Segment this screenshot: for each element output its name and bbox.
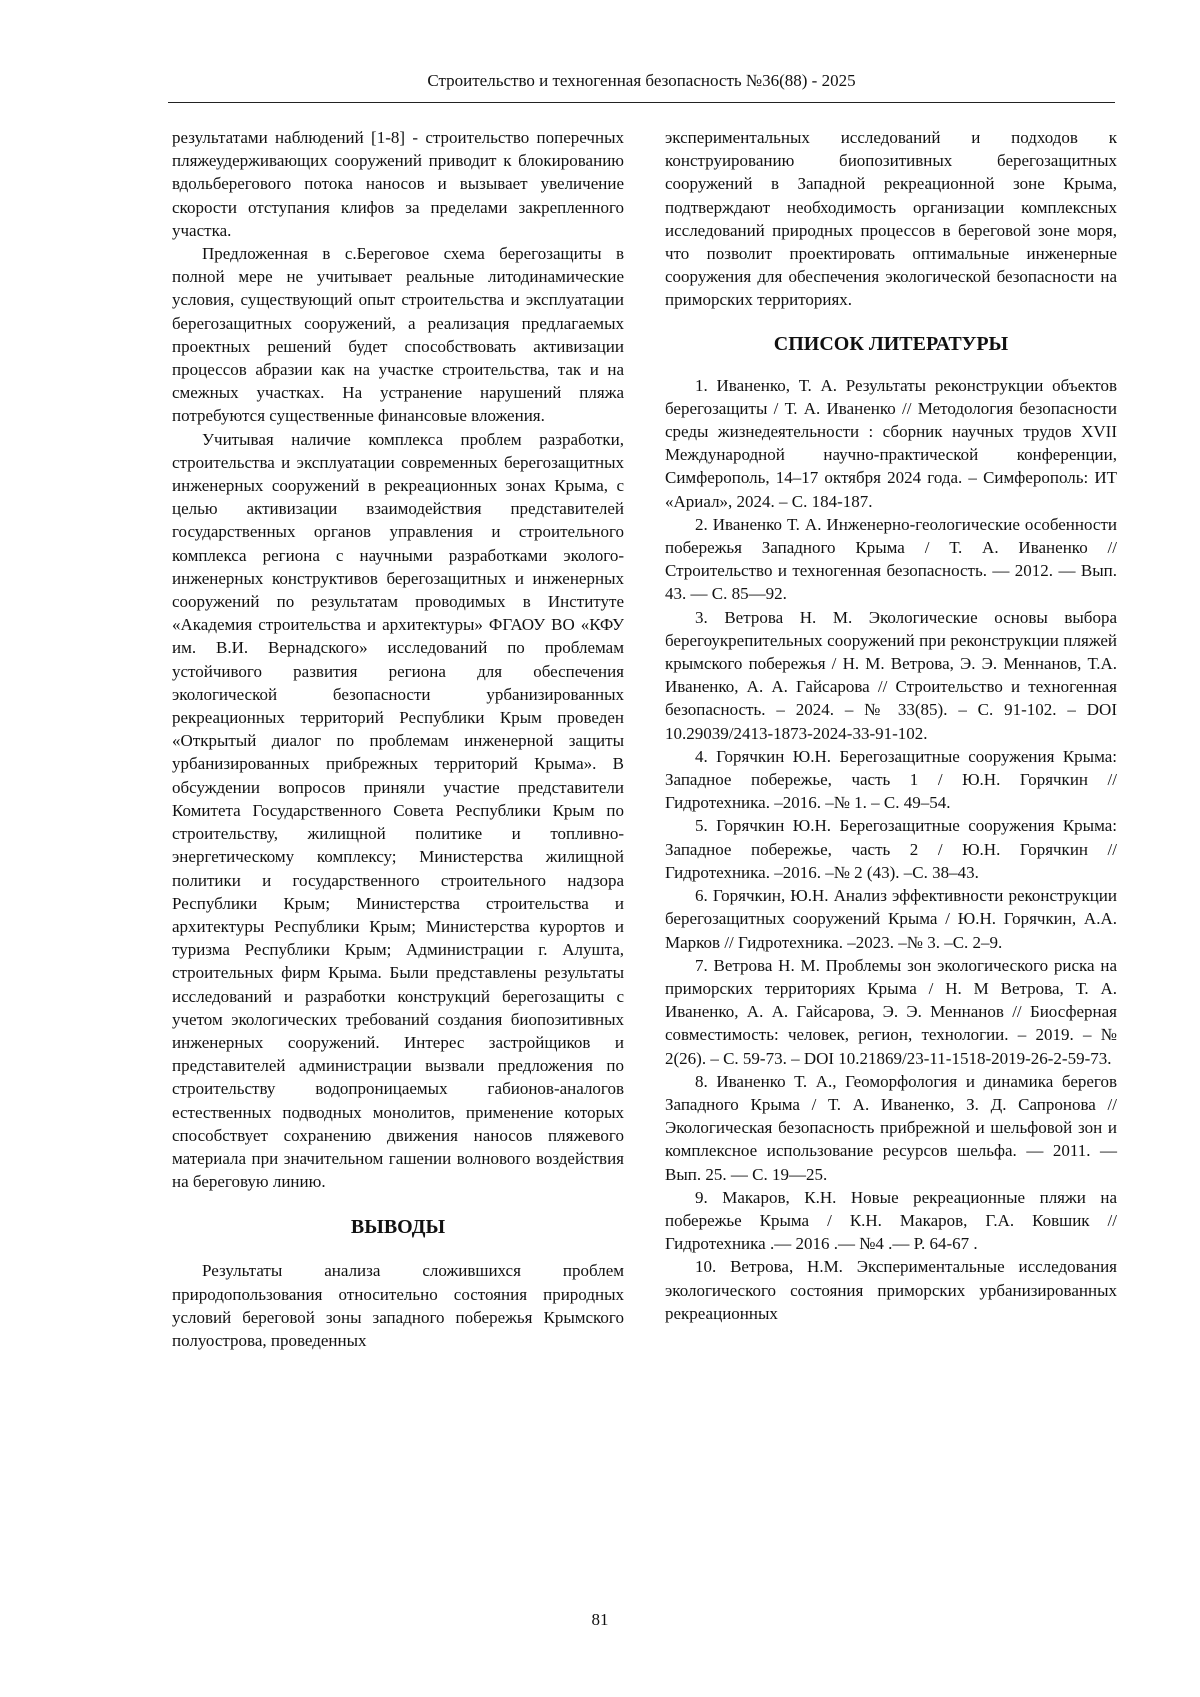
right-column	[665, 126, 1117, 1325]
references-heading: СПИСОК ЛИТЕРАТУРЫ	[773, 332, 1009, 355]
reference-item: 9. Макаров, К.Н. Новые рекреационные пляжи на побережье Крыма / К.Н. Макаров, Г.А. Ковшик // Гидротехника .— 2016 .— №4 .— Р. 64-67 .	[665, 1187, 1117, 1254]
page-number: 81	[591, 1610, 609, 1629]
reference-item: 8. Иваненко Т. А., Геоморфология и динамика берегов Западного Крыма / Т. А. Иваненко, З. Д. Сапронова // Экологическая безопасность прибрежной и шельфовой зон и комплексное использование ресурсов шельфа. — 2011. — Вып. 25. — С. 19—25.	[665, 1071, 1117, 1184]
left-paragraph-2: Предложенная в с.Береговое схема берегозащиты в полной мере не учитывает реальные литодинамические условия, существующий опыт строительства и эксплуатации берегозащитных сооружений, а реализация предлагаемых проектных решений будет способствовать активизации процессов абразии как на участке строительства, так и на смежных участках. На устранение нарушений пляжа потребуются существенные финансовые вложения.	[172, 244, 624, 426]
left-paragraph-1: результатами наблюдений [1-8] - строительство поперечных пляжеудерживающих сооружений приводит к блокированию вдольберегового потока наносов и вызывает увеличение скорости отступания клифов за пределами закрепленного участка.	[172, 128, 624, 240]
reference-item: 4. Горячкин Ю.Н. Берегозащитные сооружения Крыма: Западное побережье, часть 1 / Ю.Н. Горячкин // Гидротехника. –2016. –№ 1. – С. 49–54.	[665, 746, 1117, 813]
right-continuation-paragraph: экспериментальных исследований и подходов к конструированию биопозитивных берегозащитных сооружений в Западной рекреационной зоне Крыма, подтверждают необходимость организации комплексных исследований природных процессов в береговой зоне моря, что позволит проектировать оптимальные инженерные сооружения для обеспечения экологической безопасности на приморских территориях.	[665, 128, 1117, 310]
reference-item: 3. Ветрова Н. М. Экологические основы выбора берегоукрепительных сооружений при реконструкции пляжей крымского побережья / Н. М. Ветрова, Э. Э. Меннанов, Т.А. Иваненко, А. А. Гайсарова // Строительство и техногенная безопасность. – 2024. – № 33(85). – С. 91-102. – DOI 10.29039/2413-1873-2024-33-91-102.	[665, 607, 1117, 743]
reference-item: 1. Иваненко, Т. А. Результаты реконструкции объектов берегозащиты / Т. А. Иваненко // Методология безопасности среды жизнедеятельности : сборник научных трудов XVII Международной научно-практической конференции, Симферополь, 14–17 октября 2024 года. – Симферополь: ИТ «Ариал», 2024. – С. 184-187.	[665, 375, 1117, 511]
header-rule	[168, 102, 1115, 103]
left-paragraph-3: Учитывая наличие комплекса проблем разработки, строительства и эксплуатации современных берегозащитных инженерных сооружений в рекреационных зонах Крыма, с целью активизации взаимодействия представителей государственных органов управления и строительного комплекса региона с научными разработками эколого-инженерных конструктивов берегозащитных и инженерных сооружений по результатам проводимых в Институте «Академия строительства и архитектуры» ФГАОУ ВО «КФУ им. В.И. Вернадского» исследований по проблемам устойчивого развития региона для обеспечения экологической безопасности урбанизированных рекреационных территорий Республики Крым проведен «Открытый диалог по проблемам инженерной защиты урбанизированных прибрежных территорий Крыма». В обсуждении вопросов приняли участие представители Комитета Государственного Совета Республики Крым по строительству, жилищной политике и топливно-энергетическому комплексу; Министерства жилищной политики и государственного строительного надзора Республики Крым; Министерства строительства и архитектуры Республики Крым; Министерства курортов и туризма Республики Крым; Администрации г. Алушта, строительных фирм Крыма. Были представлены результаты исследований и разработки конструкций берегозащиты с учетом экологических требований создания биопозитивных инженерных сооружений. Интерес застройщиков и представителей администрации вызвали предложения по строительству водопроницаемых габионов-аналогов естественных подводных монолитов, применение которых способствует сохранению движения наносов пляжевого материала при значительном гашении волнового воздействия на береговую линию.	[172, 429, 624, 1192]
reference-item: 7. Ветрова Н. М. Проблемы зон экологического риска на приморских территориях Крыма / Н. М Ветрова, Т. А. Иваненко, А. А. Гайсарова, Э. Э. Меннанов // Биосферная совместимость: человек, регион, технологии. – 2019. – № 2(26). – С. 59-73. – DOI 10.21869/23-11-1518-2019-26-2-59-73.	[665, 955, 1117, 1068]
reference-item: 2. Иваненко Т. А. Инженерно-геологические особенности побережья Западного Крыма / Т. А. Иваненко // Строительство и техногенная безопасность. — 2012. — Вып. 43. — С. 85—92.	[665, 514, 1117, 604]
conclusions-paragraph: Результаты анализа сложившихся проблем природопользования относительно состояния природных условий береговой зоны западного побережья Крымского полуострова, проведенных	[172, 1261, 624, 1350]
journal-header: Строительство и техногенная безопасность №36(88) - 2025	[427, 71, 856, 90]
reference-item: 6. Горячкин, Ю.Н. Анализ эффективности реконструкции берегозащитных сооружений Крыма / Ю.Н. Горячкин, А.А. Марков // Гидротехника. –2023. –№ 3. –С. 2–9.	[665, 886, 1117, 952]
conclusions-heading: ВЫВОДЫ	[350, 1216, 446, 1239]
reference-item: 10. Ветрова, Н.М. Экспериментальные исследования экологического состояния приморских урбанизированных рекреационных	[665, 1257, 1117, 1323]
reference-item: 5. Горячкин Ю.Н. Берегозащитные сооружения Крыма: Западное побережье, часть 2 / Ю.Н. Горячкин // Гидротехника. –2016. –№ 2 (43). –С. 38–43.	[665, 816, 1117, 882]
left-column	[172, 126, 624, 1352]
